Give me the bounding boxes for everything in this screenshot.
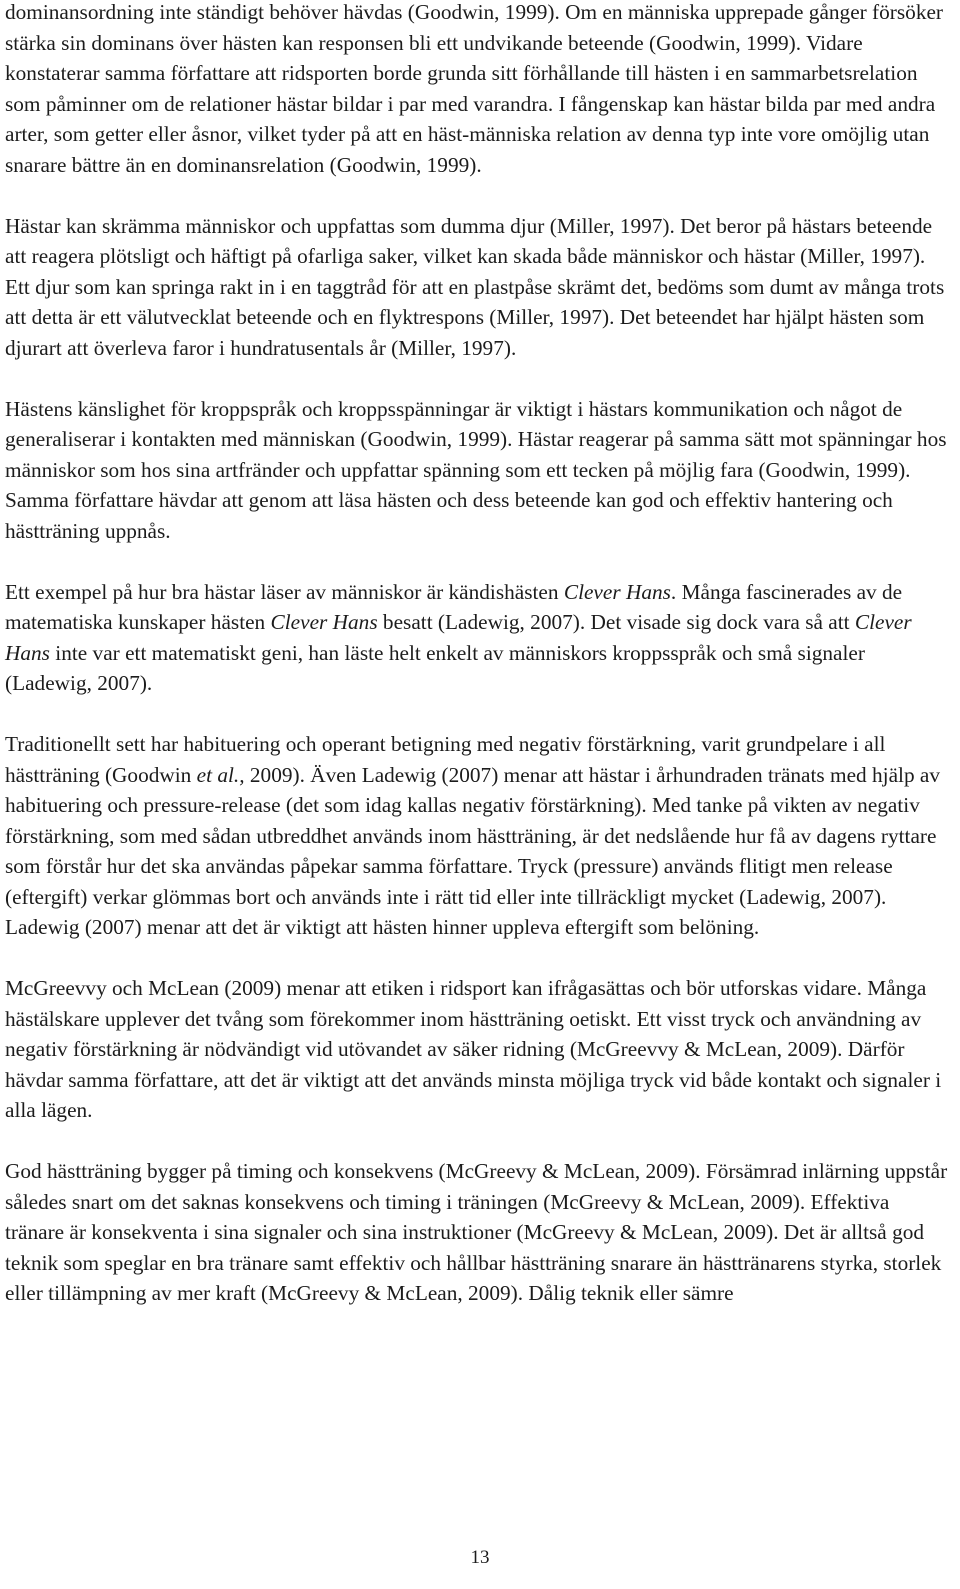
paragraph-3 xyxy=(5,394,950,547)
paragraph-7 xyxy=(5,1156,950,1309)
text-run: 2009). Även Ladewig (2007) menar att hästar i århundraden tränats med hjälp av habituering och pressure-release (det som idag kallas negativ förstärkning). Med tanke på vikten av negativ förstärkning, som med sådan utbreddhet används inom hästträning, är det nedslående hur få av dagens ryttare som förstår hur det ska användas påpekar samma författare. Tryck (pressure) används flitigt men release (eftergift) verkar glömmas bort och används inte i rätt tid eller inte tillräckligt mycket (Ladewig, 2007). Ladewig (2007) menar att det är viktigt att hästen hinner uppleva eftergift som belöning. xyxy=(5,762,941,939)
text-run: Ett exempel på hur bra hästar läser av människor är kändishästen xyxy=(5,579,564,604)
text-run: McGreevvy och McLean (2009) menar att etiken i ridsport kan ifrågasättas och bör utforskas vidare. Många hästälskare upplever det tvång som förekommer inom hästträning oetiskt. Ett visst tryck och användning av negativ förstärkning är nödvändigt vid utövandet av säker ridning (McGreevvy & McLean, 2009). Därför hävdar samma författare, att det är viktigt att det används minsta möjliga tryck vid både kontakt och signaler i alla lägen. xyxy=(5,976,942,1122)
text-run: inte var ett matematiskt geni, han läste helt enkelt av människors kroppsspråk och små signaler (Ladewig, 2007). xyxy=(5,640,865,695)
italic-run: Clever Hans xyxy=(563,579,671,604)
italic-run: Clever Hans xyxy=(270,610,378,634)
text-run: Traditionellt sett har habituering och operant betigning med negativ förstärkning, varit grundpelare i all hästträning (Goodwin xyxy=(5,732,886,787)
text-run: . Många fascinerades av de matematiska kunskaper hästen xyxy=(5,579,903,634)
italic-run: Clever Hans xyxy=(5,610,912,665)
paragraph-1 xyxy=(5,0,950,180)
text-run: dominansordning inte ständigt behöver hävdas (Goodwin, 1999). Om en människa upprepade gånger försöker stärka sin dominans över hästen kan responsen bli ett undvikande beteende (Goodwin, 1999). Vidare konstaterar samma författare att ridsporten borde grunda sitt förhållande till hästen i en sammarbetsrelation som påminner om de relationer hästar bildar i par med varandra. I fångenskap kan hästar bilda par med andra arter, som getter eller åsnor, vilket tyder på att en häst-människa relation av denna typ inte vore omöjlig utan snarare bättre än en dominansrelation (Goodwin, 1999). xyxy=(5,0,944,177)
paragraph-5 xyxy=(5,729,950,943)
text-run: Hästens känslighet för kroppspråk och kroppsspänningar är viktigt i hästars kommunikation och något de generaliserar i kontakten med människan (Goodwin, 1999). Hästar reagerar på samma sätt mot spänningar hos människor som hos sina artfränder och uppfattar spänning som ett tecken på möjlig fara (Goodwin, 1999). Samma författare hävdar att genom att läsa hästen och dess beteende kan god och effektiv hantering och hästträning uppnås. xyxy=(5,396,947,543)
text-run: Hästar kan skrämma människor och uppfattas som dumma djur (Miller, 1997). Det beror på hästars beteende att reagera plötsligt och häftigt på ofarliga saker, vilket kan skada både människor och hästar (Miller, 1997). Ett djur som kan springa rakt in i en taggtråd för att en plastpåse skrämt det, bedöms som dumt av många trots att detta är ett välutvecklat beteende och en flyktrespons (Miller, 1997). Det beteendet har hjälpt hästen som djurart att överleva faror i hundratusentals år (Miller, 1997). xyxy=(5,213,945,360)
paragraph-6 xyxy=(5,973,950,1126)
paragraph-4 xyxy=(5,577,950,699)
page-number: 13 xyxy=(470,1547,490,1568)
text-run: besatt (Ladewig, 2007). Det visade sig dock vara så att xyxy=(377,610,855,634)
body-text xyxy=(5,0,950,1339)
paragraph-2 xyxy=(5,211,950,364)
text-run: God hästträning bygger på timing och konsekvens (McGreevy & McLean, 2009). Försämrad inlärning uppstår således snart om det saknas konsekvens och timing i träningen (McGreevy & McLean, 2009). Effektiva tränare är konsekventa i sina signaler och sina instruktioner (McGreevy & McLean, 2009). Det är alltså god teknik som speglar en bra tränare samt effektiv och hållbar hästträning snarare än hästtränarens styrka, storlek eller tillämpning av mer kraft (McGreevy & McLean, 2009). Dålig teknik eller sämre xyxy=(5,1159,948,1305)
italic-run: et al., xyxy=(196,762,245,787)
